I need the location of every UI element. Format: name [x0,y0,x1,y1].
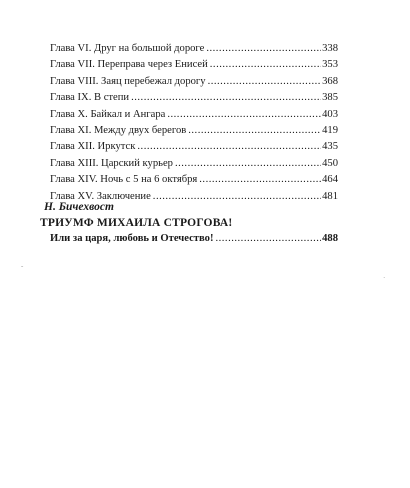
toc-leader-dots [167,107,321,123]
toc-entry-page: 353 [322,59,338,71]
toc-leader-dots [153,189,321,205]
toc-entry-title: Глава XIII. Царский курьер [50,157,173,169]
scan-speck: · [383,274,386,282]
toc-entry-page: 464 [322,174,338,186]
toc-entry-title: Глава XII. Иркутск [50,141,136,153]
toc-entry-page: 403 [322,108,338,120]
author-name: Н. Бичехвост [44,201,114,213]
toc-entry-page: 419 [322,124,338,136]
toc-leader-dots [175,156,321,172]
toc-entry [50,123,338,139]
toc-entry-title: Глава IX. В степи [50,92,130,104]
toc-entry-title: Глава VIII. Заяц перебежал дорогу [50,75,206,87]
toc-leader-dots [208,74,322,90]
toc-entry-title: Глава VII. Переправа через Енисей [50,59,208,71]
toc-entry [50,139,338,155]
toc-entry-page: 481 [322,190,338,202]
toc-entry [50,107,338,123]
toc-entry-page: 338 [322,43,338,54]
toc-entry-title: Глава X. Байкал и Ангара [50,108,166,120]
table-of-contents [50,41,338,205]
toc-entry [50,156,338,172]
toc-entry-page: 488 [322,233,338,244]
toc-leader-dots [210,57,321,73]
toc-entry-page: 435 [322,141,338,153]
toc-entry-page: 450 [322,157,338,169]
toc-entry-title: Глава XV. Заключение [50,190,151,202]
toc-entry [50,41,338,57]
toc-leader-dots [199,172,321,188]
toc-entry-page: 368 [322,75,338,87]
toc-entry-page: 385 [322,92,338,104]
toc-entry-title: Или за царя, любовь и Отечество! [50,233,214,244]
toc-entry-title: Глава XIV. Ночь с 5 на 6 октября [50,174,198,186]
toc-entry-title: Глава XI. Между двух берегов [50,124,187,136]
toc-leader-dots [215,232,321,246]
toc-entry-subtitle [50,232,338,246]
toc-entry [50,57,338,73]
toc-leader-dots [206,41,321,57]
toc-entry [50,74,338,90]
toc-leader-dots [131,90,321,106]
scan-speck: ˘ [21,265,24,273]
toc-leader-dots [137,139,321,155]
book-title: ТРИУМФ МИХАИЛА СТРОГОВА! [40,217,233,229]
toc-entry-title: Глава VI. Друг на большой дороге [50,43,205,54]
toc-entry [50,90,338,106]
toc-entry [50,172,338,188]
toc-leader-dots [188,123,321,139]
